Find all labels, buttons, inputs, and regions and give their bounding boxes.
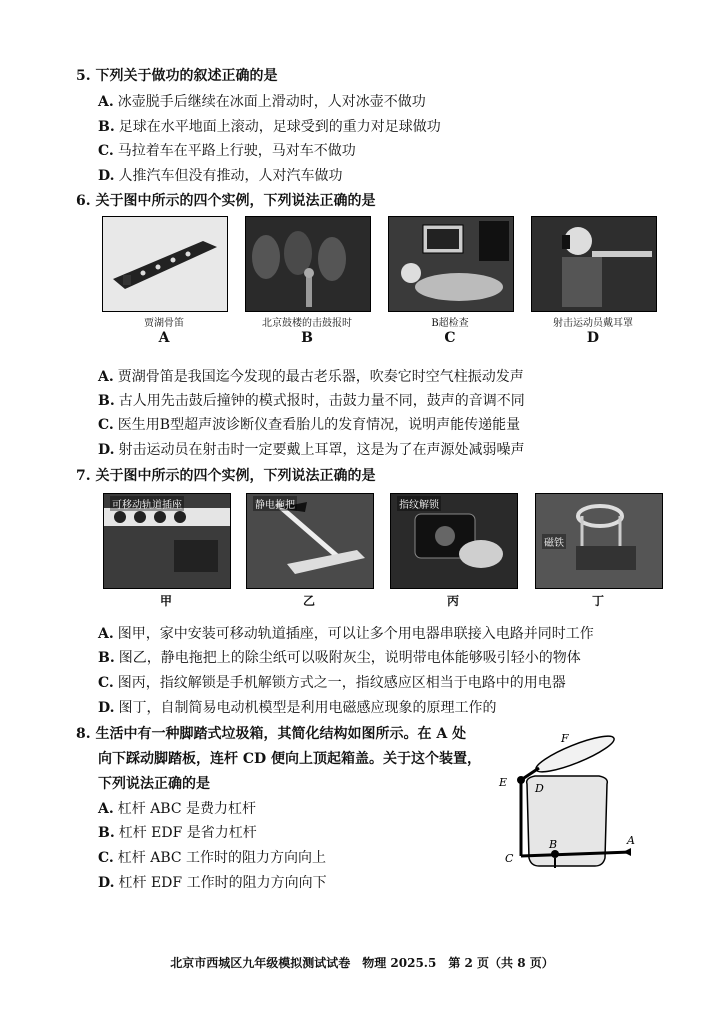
option-letter: A. — [98, 94, 114, 110]
option-letter: A. — [98, 626, 114, 642]
option-letter: C. — [98, 850, 114, 866]
q8-stem-line-2: 向下踩动脚踏板，连杆 CD 便向上顶起箱盖。关于这个装置， — [98, 751, 482, 767]
bone-flute-photo — [102, 216, 228, 312]
option-letter: C. — [98, 417, 114, 433]
q5-option-b — [98, 117, 441, 137]
option-letter: B. — [98, 393, 115, 409]
q6-caption-a: 贾湖骨笛 — [144, 318, 184, 329]
b-ultrasound-photo — [388, 216, 514, 312]
option-text: 图丙，指纹解锁是手机解锁方式之一，指纹感应区相当于电路中的用电器 — [117, 675, 566, 691]
q5-stem: 5. 下列关于做功的叙述正确的是 — [76, 68, 278, 84]
option-text: 冰壶脱手后继续在冰面上滑动时，人对冰壶不做功 — [117, 94, 426, 110]
photo-label-jia: 可移动轨道插座 — [110, 496, 184, 511]
q8-option-a — [98, 799, 256, 819]
label-c: C — [505, 852, 514, 865]
option-text: 人推汽车但没有推动，人对汽车做功 — [118, 168, 343, 184]
q8-stem-line-1: 8. 生活中有一种脚踏式垃圾箱，其简化结构如图所示。在 A 处 — [76, 726, 467, 742]
photo-label-ding: 磁铁 — [542, 534, 566, 549]
label-d: D — [535, 782, 544, 795]
b-ultrasound-image — [389, 217, 513, 311]
fulcrum-b — [551, 850, 559, 858]
q7-letter-ding: 丁 — [591, 594, 604, 608]
option-text: 古人用先击鼓后撞钟的模式报时，击鼓力量不同，鼓声的音调不同 — [118, 393, 525, 409]
option-text: 医生用B型超声波诊断仪查看胎儿的发育情况，说明声能传递能量 — [117, 417, 521, 433]
page-footer: 北京市西城区九年级模拟测试试卷 物理 2025.5 第 2 页（共 8 页） — [170, 956, 554, 970]
q7-option-b — [98, 648, 581, 668]
option-text: 贾湖骨笛是我国迄今发现的最古老乐器，吹奏它时空气柱振动发声 — [117, 369, 524, 385]
option-letter: B. — [98, 119, 115, 135]
label-e: E — [499, 776, 508, 789]
q8-stem-line-3: 下列说法正确的是 — [98, 776, 210, 792]
q7-option-a — [98, 624, 594, 644]
shooter-earmuffs-photo — [531, 216, 657, 312]
q8-option-b — [98, 823, 257, 843]
photo-label-bing: 指纹解锁 — [397, 496, 441, 511]
bone-flute-image — [103, 217, 227, 311]
q8-option-c — [98, 848, 326, 868]
option-letter: B. — [98, 825, 115, 841]
q6-stem: 6. 关于图中所示的四个实例，下列说法正确的是 — [76, 193, 376, 209]
track-socket-photo — [103, 493, 231, 589]
motor-model-photo — [535, 493, 663, 589]
option-text: 足球在水平地面上滚动，足球受到的重力对足球做功 — [118, 119, 441, 135]
q6-letter-d: D — [586, 330, 600, 346]
q6-caption-d: 射击运动员戴耳罩 — [553, 318, 633, 329]
q7-option-c — [98, 673, 566, 693]
q6-option-b — [98, 391, 525, 411]
option-letter: A. — [98, 369, 114, 385]
label-b: B — [549, 838, 558, 851]
q7-letter-yi: 乙 — [302, 594, 315, 608]
q5-option-a — [98, 92, 426, 112]
option-letter: C. — [98, 675, 114, 691]
label-f: F — [561, 732, 569, 745]
q6-caption-c: B超检查 — [431, 318, 469, 329]
q6-caption-b: 北京鼓楼的击鼓报时 — [262, 318, 352, 329]
drum-tower-image — [246, 217, 370, 311]
can-lid — [533, 730, 618, 778]
option-text: 图丁，自制简易电动机模型是利用电磁感应现象的原理工作的 — [118, 700, 497, 716]
option-letter: D. — [98, 442, 115, 458]
q6-letter-b: B — [301, 330, 313, 346]
option-text: 杠杆 ABC 工作时的阻力方向向上 — [117, 850, 327, 866]
q7-option-d — [98, 698, 497, 718]
electrostatic-mop-photo — [246, 493, 374, 589]
option-text: 马拉着车在平路上行驶，马对车不做功 — [117, 143, 356, 159]
option-letter: D. — [98, 168, 115, 184]
q6-option-a — [98, 367, 524, 387]
option-text: 杠杆 EDF 是省力杠杆 — [118, 825, 257, 841]
option-text: 杠杆 ABC 是费力杠杆 — [117, 801, 257, 817]
q6-option-c — [98, 415, 520, 435]
hinge-e — [517, 776, 525, 784]
label-a: A — [627, 834, 635, 847]
q7-letter-jia: 甲 — [159, 594, 172, 608]
q6-letter-a: A — [158, 330, 170, 346]
q7-stem: 7. 关于图中所示的四个实例，下列说法正确的是 — [76, 468, 376, 484]
option-text: 图甲，家中安装可移动轨道插座，可以让多个用电器串联接入电路并同时工作 — [117, 626, 594, 642]
pedal-a — [623, 848, 631, 856]
fingerprint-unlock-photo — [390, 493, 518, 589]
option-text: 杠杆 EDF 工作时的阻力方向向下 — [118, 875, 327, 891]
q8-option-d — [98, 873, 327, 893]
option-text: 图乙，静电拖把上的除尘纸可以吸附灰尘，说明带电体能够吸引轻小的物体 — [118, 650, 581, 666]
q7-letter-bing: 丙 — [446, 594, 459, 608]
option-letter: C. — [98, 143, 114, 159]
option-letter: B. — [98, 650, 115, 666]
q6-letter-c: C — [444, 330, 456, 346]
trash-can-diagram — [495, 728, 645, 876]
q5-option-c — [98, 141, 356, 161]
option-text: 射击运动员在射击时一定要戴上耳罩，这是为了在声源处减弱噪声 — [118, 442, 525, 458]
option-letter: D. — [98, 700, 115, 716]
option-letter: D. — [98, 875, 115, 891]
drum-tower-photo — [245, 216, 371, 312]
option-letter: A. — [98, 801, 114, 817]
q6-option-d — [98, 440, 525, 460]
shooter-earmuffs-image — [532, 217, 656, 311]
q5-option-d — [98, 166, 343, 186]
photo-label-yi: 静电拖把 — [253, 496, 297, 511]
